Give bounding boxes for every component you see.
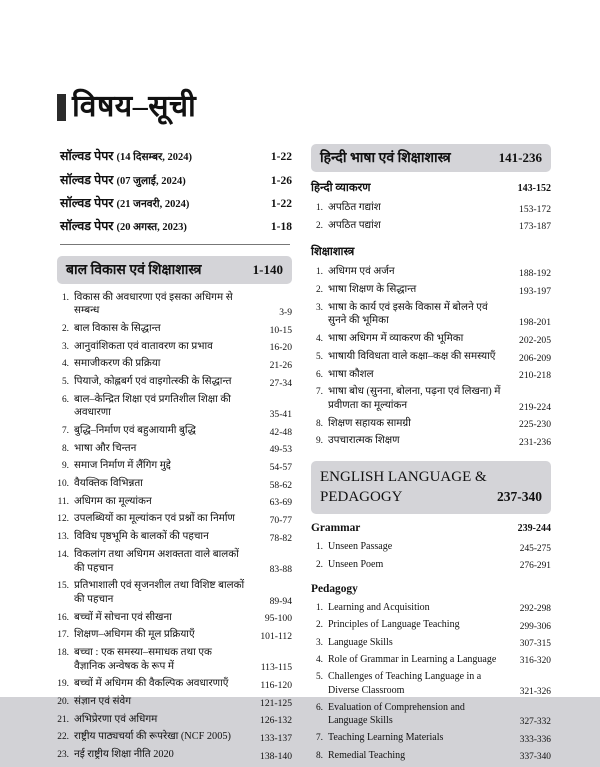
- toc-entry[interactable]: [311, 616, 551, 633]
- toc-entry-label: नई राष्ट्रीय शिक्षा नीति 2020: [74, 749, 174, 761]
- toc-entry-label: अपठित गद्यांश: [328, 202, 381, 213]
- toc-entry-label: Teaching Learning Materials: [328, 732, 444, 744]
- toc-entry-pages: 316-320: [519, 656, 551, 667]
- toc-entry-number: 17.: [57, 630, 69, 641]
- solved-paper-row[interactable]: [60, 167, 292, 190]
- toc-entry-label: विकास की अवधारणा एवं इसका अधिगम से सम्बन्ध: [74, 291, 233, 317]
- toc-entry-label: भाषा कौशल: [328, 368, 374, 380]
- toc-columns: [57, 144, 551, 764]
- solved-paper-pages: 1-18: [270, 221, 292, 234]
- toc-right-column: [304, 144, 551, 764]
- toc-entry-number: 5.: [315, 672, 323, 683]
- toc-entry-pages: 153-172: [519, 203, 551, 215]
- toc-entry-pages: 138-140: [260, 750, 292, 762]
- toc-entry[interactable]: [57, 422, 292, 440]
- toc-entry[interactable]: [311, 556, 551, 573]
- toc-entry-pages: 292-298: [519, 604, 551, 615]
- toc-entry-number: 20.: [57, 697, 69, 707]
- toc-entry[interactable]: [57, 675, 292, 693]
- toc-entry-pages: 42-48: [269, 426, 292, 438]
- toc-entry-number: 2.: [315, 620, 323, 631]
- toc-entry-number: 8.: [61, 443, 69, 454]
- toc-entry-number: 7.: [61, 426, 69, 436]
- toc-entry[interactable]: [311, 330, 551, 348]
- toc-entry[interactable]: [57, 644, 292, 675]
- toc-list-hindi-pedagogy: [311, 263, 551, 450]
- toc-entry-number: 5.: [61, 376, 69, 387]
- toc-entry[interactable]: [311, 383, 551, 414]
- toc-entry-label: अभिप्रेरणा एवं अधिगम: [74, 713, 158, 725]
- section-title-hindi: हिन्दी भाषा एवं शिक्षाशास्त्र: [320, 151, 451, 166]
- toc-entry-number: 8.: [315, 750, 323, 761]
- section-pages-bal-vikas: 1-140: [252, 261, 283, 277]
- toc-entry[interactable]: [57, 528, 292, 546]
- toc-entry-number: 1.: [315, 267, 323, 278]
- toc-entry-number: 9.: [315, 436, 323, 447]
- solved-papers-list: [60, 144, 292, 238]
- section-title-english-line2: PEDAGOGY: [320, 489, 403, 506]
- toc-entry-number: 6.: [61, 394, 69, 405]
- toc-entry-label: शिक्षण–अधिगम की मूल प्रक्रियाएँ: [74, 629, 195, 641]
- subsection-hindi-pedagogy: [311, 241, 551, 261]
- toc-entry-number: 1.: [61, 292, 69, 303]
- toc-entry-label: उपलब्धियों का मूल्यांकन एवं प्रश्नों का निर्माण: [74, 513, 235, 525]
- toc-entry-label: भाषा शिक्षण के सिद्धान्त: [328, 284, 417, 296]
- toc-entry-label: वैयक्तिक विभिन्नता: [74, 478, 143, 490]
- toc-entry-number: 1.: [315, 203, 323, 213]
- toc-entry-pages: 321-326: [519, 686, 551, 697]
- toc-entry-number: 22.: [57, 732, 69, 743]
- toc-entry-pages: 133-137: [260, 733, 292, 745]
- toc-entry-pages: 35-41: [269, 409, 292, 420]
- toc-entry[interactable]: [57, 546, 292, 577]
- solved-paper-date: (07 जुलाई, 2024): [116, 175, 186, 187]
- toc-entry-pages: 225-230: [519, 419, 551, 431]
- toc-entry[interactable]: [57, 289, 292, 320]
- solved-paper-row[interactable]: [60, 144, 292, 167]
- toc-entry-pages: 299-306: [519, 621, 551, 632]
- subsection-label: Pedagogy: [311, 583, 358, 596]
- toc-entry-number: 11.: [57, 496, 69, 507]
- toc-entry-number: 7.: [315, 733, 323, 744]
- toc-list-english-grammar: [311, 538, 551, 573]
- spacer: [311, 573, 551, 580]
- solved-paper-date: (14 दिसम्बर, 2024): [116, 152, 192, 164]
- toc-entry[interactable]: [311, 599, 551, 616]
- toc-entry-label: भाषा अधिगम में व्याकरण की भूमिका: [328, 333, 464, 345]
- section-header-english: [311, 461, 551, 515]
- subsection-label: Grammar: [311, 522, 361, 535]
- toc-entry-pages: 126-132: [260, 715, 292, 727]
- toc-entry-label: भाषायी विविधता वाले कक्षा–कक्ष की समस्याएँ: [328, 350, 496, 362]
- toc-entry[interactable]: [311, 217, 551, 235]
- toc-entry-number: 3.: [61, 341, 69, 352]
- toc-entry-label: भाषा बोध (सुनना, बोलना, पढ़ना एवं लिखना) में प्रवीणता का मूल्यांकन: [328, 386, 501, 411]
- toc-entry-pages: 78-82: [269, 532, 292, 544]
- toc-entry[interactable]: [311, 432, 551, 450]
- toc-entry[interactable]: [57, 373, 292, 391]
- solved-papers-divider: [60, 244, 290, 245]
- toc-list-bal-vikas: [57, 289, 292, 764]
- toc-entry-number: 2.: [315, 220, 323, 231]
- toc-entry-number: 4.: [61, 359, 69, 370]
- toc-entry[interactable]: [311, 668, 551, 699]
- toc-entry-pages: 21-26: [269, 359, 292, 371]
- toc-entry[interactable]: [311, 634, 551, 651]
- subsection-hindi-grammar: [311, 177, 551, 197]
- toc-entry[interactable]: [57, 626, 292, 644]
- toc-left-column: [57, 144, 304, 764]
- toc-entry-pages: 121-125: [260, 697, 292, 709]
- solved-paper-pages: 1-22: [270, 151, 292, 164]
- toc-entry-label: शिक्षण सहायक सामग्री: [328, 417, 411, 429]
- section-title-english-line1: ENGLISH LANGUAGE &: [320, 468, 487, 485]
- toc-entry[interactable]: [57, 510, 292, 528]
- spacer: [311, 450, 551, 461]
- toc-entry-pages: 327-332: [519, 717, 551, 728]
- toc-entry-number: 14.: [57, 549, 69, 560]
- section-pages-english: 237-340: [497, 489, 542, 505]
- toc-entry-number: 23.: [57, 750, 69, 761]
- toc-entry-label: भाषा और चिन्तन: [74, 442, 137, 454]
- toc-entry[interactable]: [311, 699, 551, 730]
- toc-entry-number: 9.: [61, 461, 69, 472]
- toc-entry[interactable]: [57, 577, 292, 608]
- toc-entry-number: 10.: [57, 479, 69, 490]
- toc-entry-number: 21.: [57, 714, 69, 725]
- toc-entry-pages: 188-192: [519, 268, 551, 280]
- section-header-hindi: [311, 144, 551, 172]
- toc-entry-number: 15.: [57, 581, 69, 592]
- toc-entry[interactable]: [57, 493, 292, 511]
- toc-entry[interactable]: [57, 320, 292, 338]
- toc-entry-label: Learning and Acquisition: [328, 602, 430, 614]
- toc-entry-label: बाल–केन्द्रित शिक्षा एवं प्रगतिशील शिक्षा की अवधारणा: [74, 393, 231, 419]
- toc-entry-pages: 89-94: [269, 595, 292, 607]
- toc-entry-pages: 307-315: [519, 638, 551, 649]
- toc-entry-pages: 58-62: [269, 479, 292, 491]
- toc-entry-pages: 193-197: [519, 285, 551, 297]
- toc-entry-pages: 245-275: [519, 543, 551, 554]
- toc-entry[interactable]: [57, 440, 292, 458]
- toc-entry-number: 4.: [315, 334, 323, 345]
- solved-paper-label: सॉल्वड पेपर (20 अगस्त, 2023): [60, 219, 187, 234]
- toc-entry[interactable]: [311, 348, 551, 366]
- section-header-bal-vikas: [57, 256, 292, 284]
- toc-entry[interactable]: [311, 538, 551, 555]
- subsection-pages: 143-152: [517, 183, 551, 194]
- title-accent-block: [57, 94, 66, 121]
- toc-entry[interactable]: [57, 457, 292, 475]
- subsection-pages: 239-244: [517, 523, 551, 535]
- toc-entry-pages: 16-20: [269, 342, 292, 354]
- toc-entry[interactable]: [311, 281, 551, 299]
- toc-entry-label: समाज निर्माण में लैंगिग मुद्दे: [74, 460, 171, 472]
- toc-entry-label: अधिगम का मूल्यांकन: [74, 495, 152, 507]
- toc-entry[interactable]: [57, 728, 292, 746]
- toc-entry-pages: 202-205: [519, 334, 551, 346]
- toc-entry-label: Evaluation of Comprehension and Language Skills: [328, 701, 465, 727]
- toc-entry-number: 1.: [315, 542, 323, 553]
- toc-entry-number: 8.: [315, 418, 323, 429]
- toc-entry-number: 18.: [57, 647, 69, 658]
- subsection-label: शिक्षाशास्त्र: [311, 246, 355, 259]
- toc-entry-pages: 210-218: [519, 370, 551, 382]
- subsection-label: हिन्दी व्याकरण: [311, 182, 371, 194]
- section-pages-hindi: 141-236: [498, 150, 542, 165]
- toc-entry-number: 12.: [57, 514, 69, 525]
- toc-list-hindi-grammar: [311, 199, 551, 234]
- toc-entry-label: उपचारात्मक शिक्षण: [328, 435, 400, 447]
- toc-entry-pages: 63-69: [269, 497, 292, 509]
- toc-entry-pages: 333-336: [519, 734, 551, 745]
- toc-entry-label: Unseen Poem: [328, 558, 384, 570]
- toc-entry-label: बच्चा : एक समस्या–समाधक तथा एक वैज्ञानिक अन्वेषक के रूप में: [74, 646, 212, 672]
- toc-entry-pages: 113-115: [260, 662, 292, 674]
- toc-entry[interactable]: [311, 415, 551, 433]
- toc-entry-pages: 337-340: [519, 752, 551, 762]
- toc-entry[interactable]: [57, 338, 292, 356]
- subsection-english-grammar: [311, 519, 551, 536]
- page-title-text: विषय–सूची: [72, 90, 197, 123]
- toc-entry-pages: 70-77: [269, 515, 292, 527]
- toc-entry-pages: 3-9: [279, 306, 292, 318]
- toc-entry-label: Language Skills: [328, 636, 393, 648]
- toc-entry[interactable]: [311, 366, 551, 384]
- toc-entry-pages: 219-224: [519, 401, 551, 413]
- toc-entry-number: 5.: [315, 351, 323, 362]
- spacer: [311, 234, 551, 241]
- toc-entry[interactable]: [57, 693, 292, 711]
- toc-entry-number: 13.: [57, 532, 69, 543]
- toc-entry-label: प्रतिभाशाली एवं सृजनशील तथा विशिष्ट बालकों की पहचान: [74, 580, 245, 605]
- toc-entry[interactable]: [57, 609, 292, 627]
- toc-entry-pages: 49-53: [269, 444, 292, 456]
- toc-entry-pages: 276-291: [519, 561, 551, 572]
- toc-entry-pages: 206-209: [519, 352, 551, 364]
- toc-entry-number: 6.: [315, 369, 323, 380]
- solved-paper-label: सॉल्वड पेपर (14 दिसम्बर, 2024): [60, 149, 192, 164]
- toc-entry-pages: 27-34: [269, 377, 292, 389]
- toc-entry-pages: 83-88: [269, 564, 292, 576]
- toc-entry-label: बुद्धि–निर्माण एवं बहुआयामी बुद्धि: [74, 425, 196, 436]
- toc-entry-label: Role of Grammar in Learning a Language: [328, 653, 497, 665]
- toc-entry-number: 1.: [315, 603, 323, 614]
- toc-entry-label: आनुवांशिकता एवं वातावरण का प्रभाव: [74, 340, 213, 352]
- solved-paper-label: सॉल्वड पेपर (07 जुलाई, 2024): [60, 172, 186, 187]
- toc-entry-label: भाषा के कार्य एवं इसके विकास में बोलने एवं सुनने की भूमिका: [328, 301, 488, 327]
- toc-entry-label: विकलांग तथा अधिगम अशक्तता वाले बालकों की पहचान: [74, 548, 239, 574]
- toc-entry-number: 4.: [315, 654, 323, 665]
- toc-entry[interactable]: [57, 711, 292, 729]
- toc-entry[interactable]: [57, 355, 292, 373]
- toc-entry-number: 2.: [315, 559, 323, 570]
- toc-entry-label: Challenges of Teaching Language in a Diverse Classroom: [328, 671, 482, 696]
- toc-entry-label: समाजीकरण की प्रक्रिया: [74, 358, 161, 370]
- toc-entry-label: राष्ट्रीय पाठ्यचर्या की रूपरेखा (NCF 2005): [74, 731, 231, 743]
- toc-entry-pages: 10-15: [269, 324, 292, 336]
- subsection-english-pedagogy: [311, 580, 551, 597]
- toc-entry[interactable]: [57, 475, 292, 493]
- toc-entry-label: संज्ञान एवं संवेग: [74, 696, 131, 707]
- toc-entry[interactable]: [57, 391, 292, 422]
- toc-entry-label: Remedial Teaching: [328, 749, 406, 761]
- toc-entry-number: 7.: [315, 387, 323, 398]
- toc-entry[interactable]: [311, 263, 551, 281]
- toc-entry-number: 3.: [315, 302, 323, 313]
- toc-entry-number: 16.: [57, 612, 69, 623]
- toc-entry-pages: 116-120: [260, 680, 292, 691]
- toc-entry-number: 3.: [315, 637, 323, 648]
- toc-entry[interactable]: [311, 199, 551, 217]
- toc-entry[interactable]: [57, 746, 292, 764]
- toc-entry-pages: 173-187: [519, 221, 551, 233]
- toc-entry-label: अपठित पद्यांश: [328, 219, 381, 231]
- toc-entry-label: पियाजे, कोह्लबर्ग एवं वाइगोत्स्की के सिद्धान्त: [74, 375, 232, 387]
- toc-sheet: [57, 86, 551, 764]
- toc-list-english-pedagogy: [311, 599, 551, 764]
- toc-entry-pages: 101-112: [260, 630, 292, 642]
- toc-entry-number: 19.: [57, 679, 69, 690]
- section-title-bal-vikas: बाल विकास एवं शिक्षाशास्त्र: [66, 262, 202, 278]
- toc-entry-label: अधिगम एवं अर्जन: [328, 266, 395, 278]
- toc-entry[interactable]: [311, 651, 551, 668]
- page-title: [57, 86, 551, 128]
- toc-entry-number: 6.: [315, 702, 323, 713]
- solved-paper-date: (21 जनवरी, 2024): [116, 198, 190, 210]
- toc-entry-pages: 231-236: [519, 436, 551, 448]
- toc-entry-label: विविध पृष्ठभूमि के बालकों की पहचान: [74, 531, 209, 543]
- toc-entry-number: 2.: [315, 285, 323, 296]
- toc-entry-label: Unseen Passage: [328, 541, 393, 553]
- toc-entry[interactable]: [311, 299, 551, 330]
- solved-paper-date: (20 अगस्त, 2023): [116, 222, 187, 234]
- toc-entry-label: बच्चों में अधिगम की वैकल्पिक अवधारणाएँ: [74, 678, 229, 690]
- toc-entry-label: बाल विकास के सिद्धान्त: [74, 322, 161, 334]
- toc-entry-pages: 54-57: [269, 462, 292, 474]
- toc-entry-pages: 198-201: [519, 317, 551, 329]
- toc-entry-pages: 95-100: [264, 613, 292, 625]
- toc-entry[interactable]: [311, 747, 551, 764]
- toc-entry-label: बच्चों में सोचना एवं सीखना: [74, 611, 172, 623]
- toc-entry[interactable]: [311, 729, 551, 746]
- solved-paper-pages: 1-26: [270, 174, 292, 187]
- toc-entry-label: Principles of Language Teaching: [328, 619, 460, 631]
- solved-paper-pages: 1-22: [270, 197, 292, 210]
- solved-paper-row[interactable]: [60, 191, 292, 214]
- solved-paper-row[interactable]: [60, 214, 292, 237]
- toc-entry-number: 2.: [61, 323, 69, 334]
- solved-paper-label: सॉल्वड पेपर (21 जनवरी, 2024): [60, 195, 190, 210]
